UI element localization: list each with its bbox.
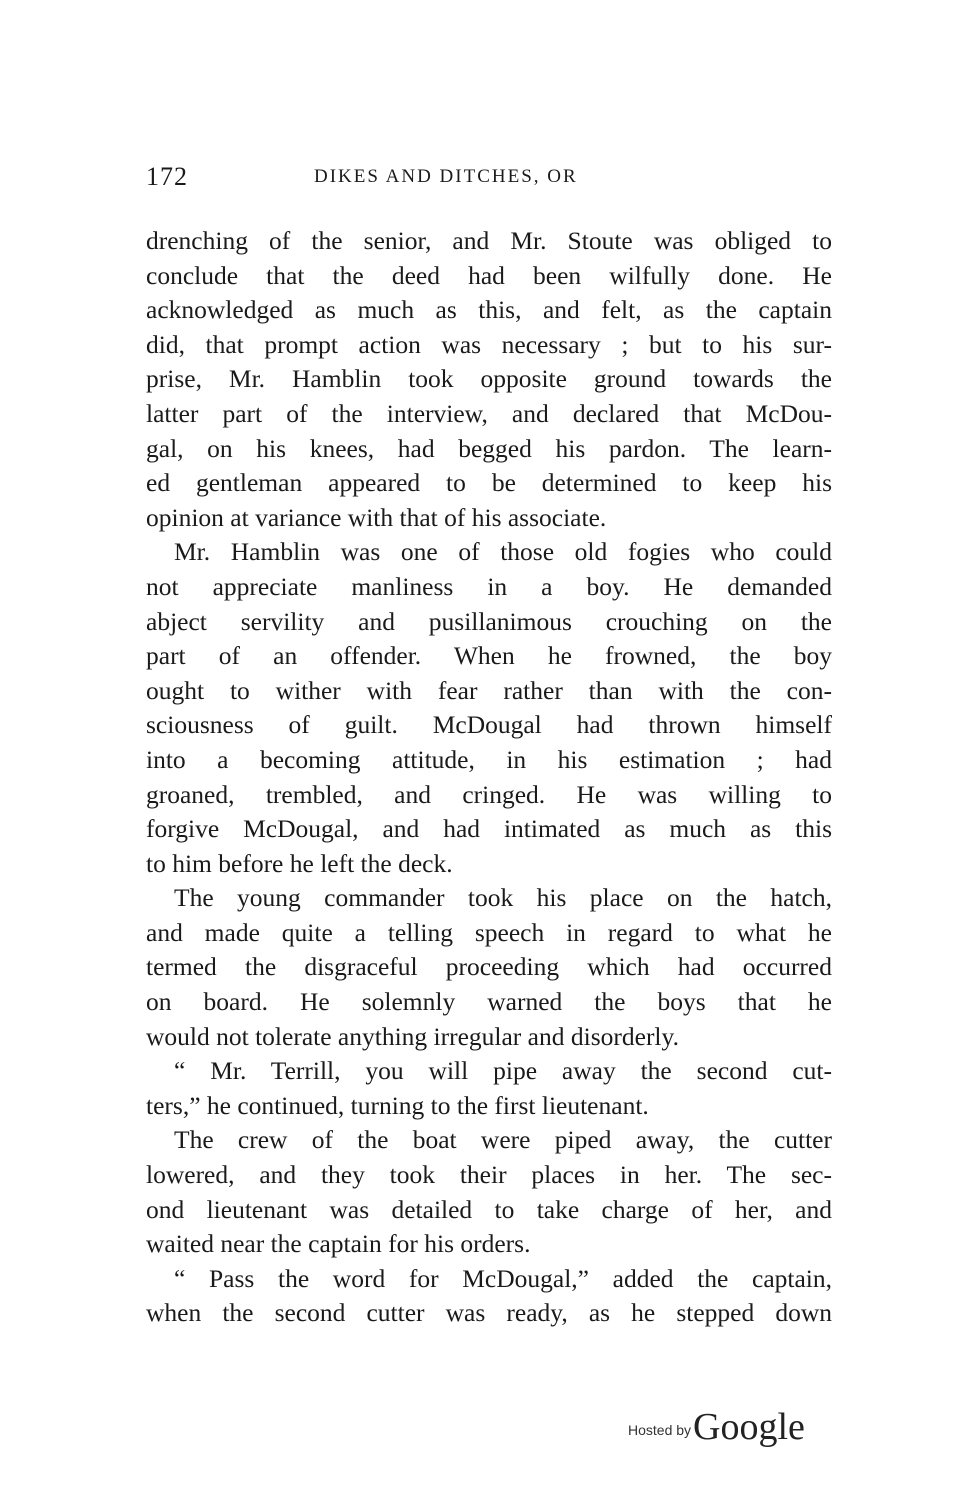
text-line: did, that prompt action was necessary ; but to his sur-	[146, 329, 832, 359]
text-line: waited near the captain for his orders.	[146, 1229, 531, 1259]
text-line: sciousness of guilt. McDougal had thrown himself	[146, 710, 832, 740]
text-line: lowered, and they took their places in her. The sec-	[146, 1160, 832, 1190]
text-line: “ Mr. Terrill, you will pipe away the second cut-	[174, 1056, 832, 1086]
text-line: drenching of the senior, and Mr. Stoute was obliged to	[146, 226, 832, 255]
text-line: ought to wither with fear rather than with the con-	[146, 675, 832, 705]
text-line: abject servility and pusillanimous crouching on the	[146, 606, 832, 636]
text-line: conclude that the deed had been wilfully done. He	[146, 260, 832, 290]
google-logo: Google	[693, 1406, 805, 1448]
text-line: ed gentleman appeared to be determined to keep his	[146, 468, 832, 498]
text-line: Mr. Hamblin was one of those old fogies who could	[174, 537, 832, 567]
hosted-by-google-watermark	[628, 1396, 805, 1446]
running-head	[146, 162, 836, 196]
text-line: acknowledged as much as this, and felt, as the captain	[146, 295, 832, 325]
text-line: to him before he left the deck.	[146, 848, 453, 878]
body-text	[146, 224, 832, 1331]
text-line: latter part of the interview, and declared that McDou-	[146, 398, 832, 428]
text-line: opinion at variance with that of his associate.	[146, 502, 607, 532]
text-line: gal, on his knees, had begged his pardon. The learn-	[146, 433, 832, 463]
text-line: part of an offender. When he frowned, the boy	[146, 641, 832, 671]
page-number: 172	[146, 162, 188, 191]
text-line: into a becoming attitude, in his estimation ; had	[146, 744, 832, 774]
text-line: on board. He solemnly warned the boys that he	[146, 987, 832, 1017]
text-line: groaned, trembled, and cringed. He was willing to	[146, 779, 832, 809]
text-line: when the second cutter was ready, as he stepped down	[146, 1298, 832, 1328]
text-line: forgive McDougal, and had intimated as much as this	[146, 814, 832, 844]
text-line: termed the disgraceful proceeding which had occurred	[146, 952, 832, 982]
text-line: The crew of the boat were piped away, the cutter	[174, 1125, 832, 1155]
text-line: The young commander took his place on the hatch,	[174, 883, 832, 913]
text-line: ond lieutenant was detailed to take charge of her, and	[146, 1194, 832, 1224]
text-line: and made quite a telling speech in regard to what he	[146, 917, 832, 947]
text-line: would not tolerate anything irregular and disorderly.	[146, 1021, 679, 1051]
text-line: prise, Mr. Hamblin took opposite ground towards the	[146, 364, 832, 394]
text-line: not appreciate manliness in a boy. He demanded	[146, 571, 832, 601]
hosted-by-label: Hosted by	[628, 1422, 692, 1438]
text-line: ters,” he continued, turning to the first lieutenant.	[146, 1090, 649, 1120]
running-title: DIKES AND DITCHES, OR	[314, 166, 578, 187]
text-line: “ Pass the word for McDougal,” added the captain,	[174, 1263, 832, 1293]
